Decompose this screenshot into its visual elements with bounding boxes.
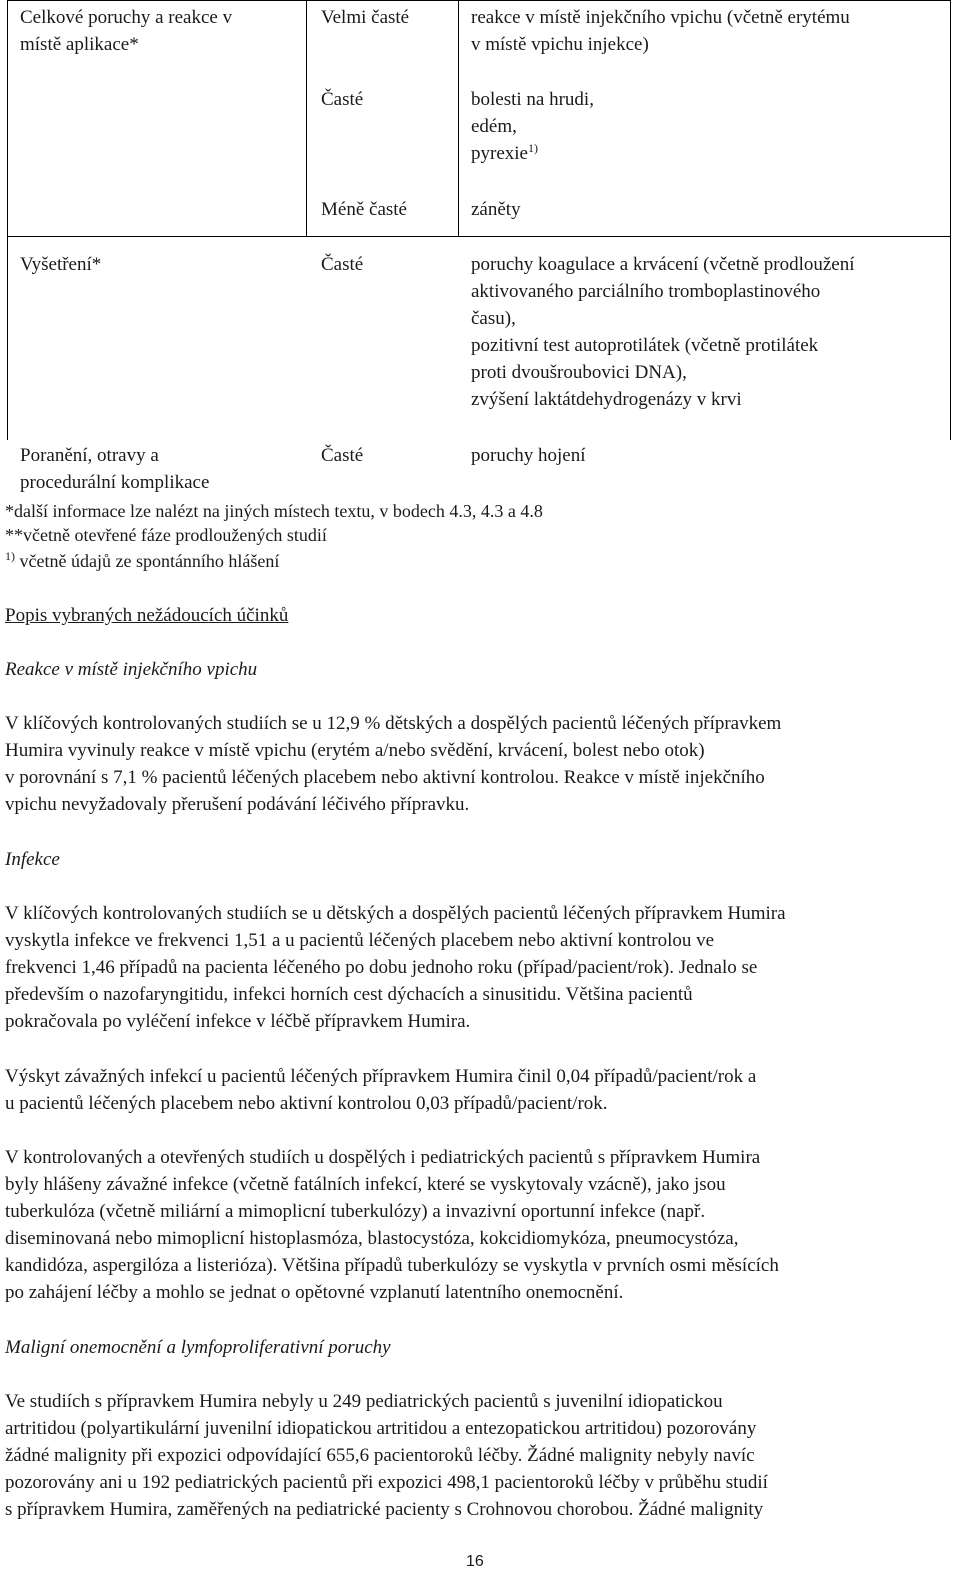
frequency-label: Časté — [321, 445, 364, 466]
footnote-marker: 1) — [527, 141, 538, 155]
effects-list: poruchy hojení — [471, 445, 586, 466]
paragraph-injection: V klíčových kontrolovaných studiích se u 12,9 % dětských a dospělých pacientů léčených přípravkem Humira vyvinuly reakce v místě vpichu (erytém a/nebo svědění, krvácení, bolest nebo otok) v porovnání s 7,1 % pacientů léčených placebem nebo aktivní kontrolou. Reakce v místě injekčního vpichu nevyžadovaly přerušení podávání léčivého přípravku. — [5, 713, 782, 815]
table-row-category: Vyšetření* — [20, 254, 102, 275]
footnote-marker: 1) — [5, 549, 15, 563]
paragraph-infections-3: V kontrolovaných a otevřených studiích u dospělých i pediatrických pacientů s přípravkem Humira byly hlášeny závažné infekce (včetně fatálních infekcí, které se vyskytovaly vzácně), jako jsou tuberkulóza (včetně miliární a mimoplicní tuberkulózy) a invazivní oportunní infekce (např. diseminovaná nebo mimoplicní histoplasmóza, blastocystóza, kokcidiomykóza, pneumocystóza, kandidóza, aspergilóza a listerióza). Většina případů tuberkulózy se vyskytla v prvních osmi měsících po zahájení léčby a mohlo se jednat o opětovné vzplanutí latentního onemocnění. — [5, 1147, 779, 1303]
table-border-left — [7, 0, 8, 440]
frequency-label: Velmi časté — [321, 7, 410, 28]
footnote-one: $^{1)}$ včetně údajů ze spontánního hlášení — [5, 549, 280, 571]
subsection-title-injection: Reakce v místě injekčního vpichu — [5, 659, 258, 680]
table-row-divider — [7, 236, 951, 237]
footnote-double-star: **včetně otevřené fáze prodloužených studií — [5, 525, 327, 545]
effects-list: záněty — [471, 199, 521, 220]
page-number: 16 — [466, 1553, 484, 1570]
frequency-label: Časté — [321, 89, 364, 110]
frequency-label: Méně časté — [321, 199, 407, 220]
table-column-divider-2 — [458, 0, 459, 236]
table-column-divider-1 — [306, 0, 307, 236]
paragraph-malignancy: Ve studiích s přípravkem Humira nebyly u 249 pediatrických pacientů s juvenilní idiopatickou artritidou (polyartikulární juvenilní idiopatickou artritidou a entezopatickou artritidou) pozorovány žádné malignity při expozici odpovídající 655,6 pacientoroků léčby. Žádné malignity nebyly navíc pozorovány ani u 192 pediatrických pacientů při expozici 498,1 pacientoroků léčby v průběhu studií s přípravkem Humira, zaměřených na pediatrické pacienty s Crohnovou chorobou. Žádné malignity — [5, 1391, 768, 1520]
frequency-label: Časté — [321, 254, 364, 275]
footnote-star: *další informace lze nalézt na jiných místech textu, v bodech 4.3, 4.3 a 4.8 — [5, 501, 543, 521]
section-heading: Popis vybraných nežádoucích účinků — [5, 605, 289, 626]
paragraph-infections-1: V klíčových kontrolovaných studiích se u dětských a dospělých pacientů léčených přípravkem Humira vyskytla infekce ve frekvenci 1,51 a u pacientů léčených placebem nebo aktivní kontrolou ve frekvenci 1,46 případů na pacienta léčeného po dobu jednoho roku (případ/pacient/rok). Jednalo se především o nazofaryngitidu, infekci horních cest dýchacích a sinusitidu. Většina pacientů pokračovala po vyléčení infekce v léčbě přípravkem Humira. — [5, 903, 786, 1032]
effects-list: bolesti na hrudi, edém, pyrexie$^{1)}$ — [471, 89, 594, 164]
paragraph-infections-2: Výskyt závažných infekcí u pacientů léčených přípravkem Humira činil 0,04 případů/pacient/rok a u pacientů léčených placebem nebo aktivní kontrolou 0,03 případů/pacient/rok. — [5, 1066, 757, 1114]
table-border-right — [950, 0, 951, 440]
table-row-category: Celkové poruchy a reakce v místě aplikace* — [20, 7, 233, 55]
effects-list: reakce v místě injekčního vpichu (včetně erytému v místě vpichu injekce) — [471, 7, 850, 55]
subsection-title-infections: Infekce — [5, 849, 60, 870]
effects-list: poruchy koagulace a krvácení (včetně prodloužení aktivovaného parciálního tromboplastinového času), pozitivní test autoprotilátek (včetně protilátek proti dvoušroubovici DNA), zvýšení laktátdehydrogenázy v krvi — [471, 254, 855, 410]
table-border-top — [7, 0, 951, 1]
subsection-title-malignancy: Maligní onemocnění a lymfoproliferativní poruchy — [5, 1337, 391, 1358]
table-row-category: Poranění, otravy a procedurální komplikace — [20, 445, 210, 493]
